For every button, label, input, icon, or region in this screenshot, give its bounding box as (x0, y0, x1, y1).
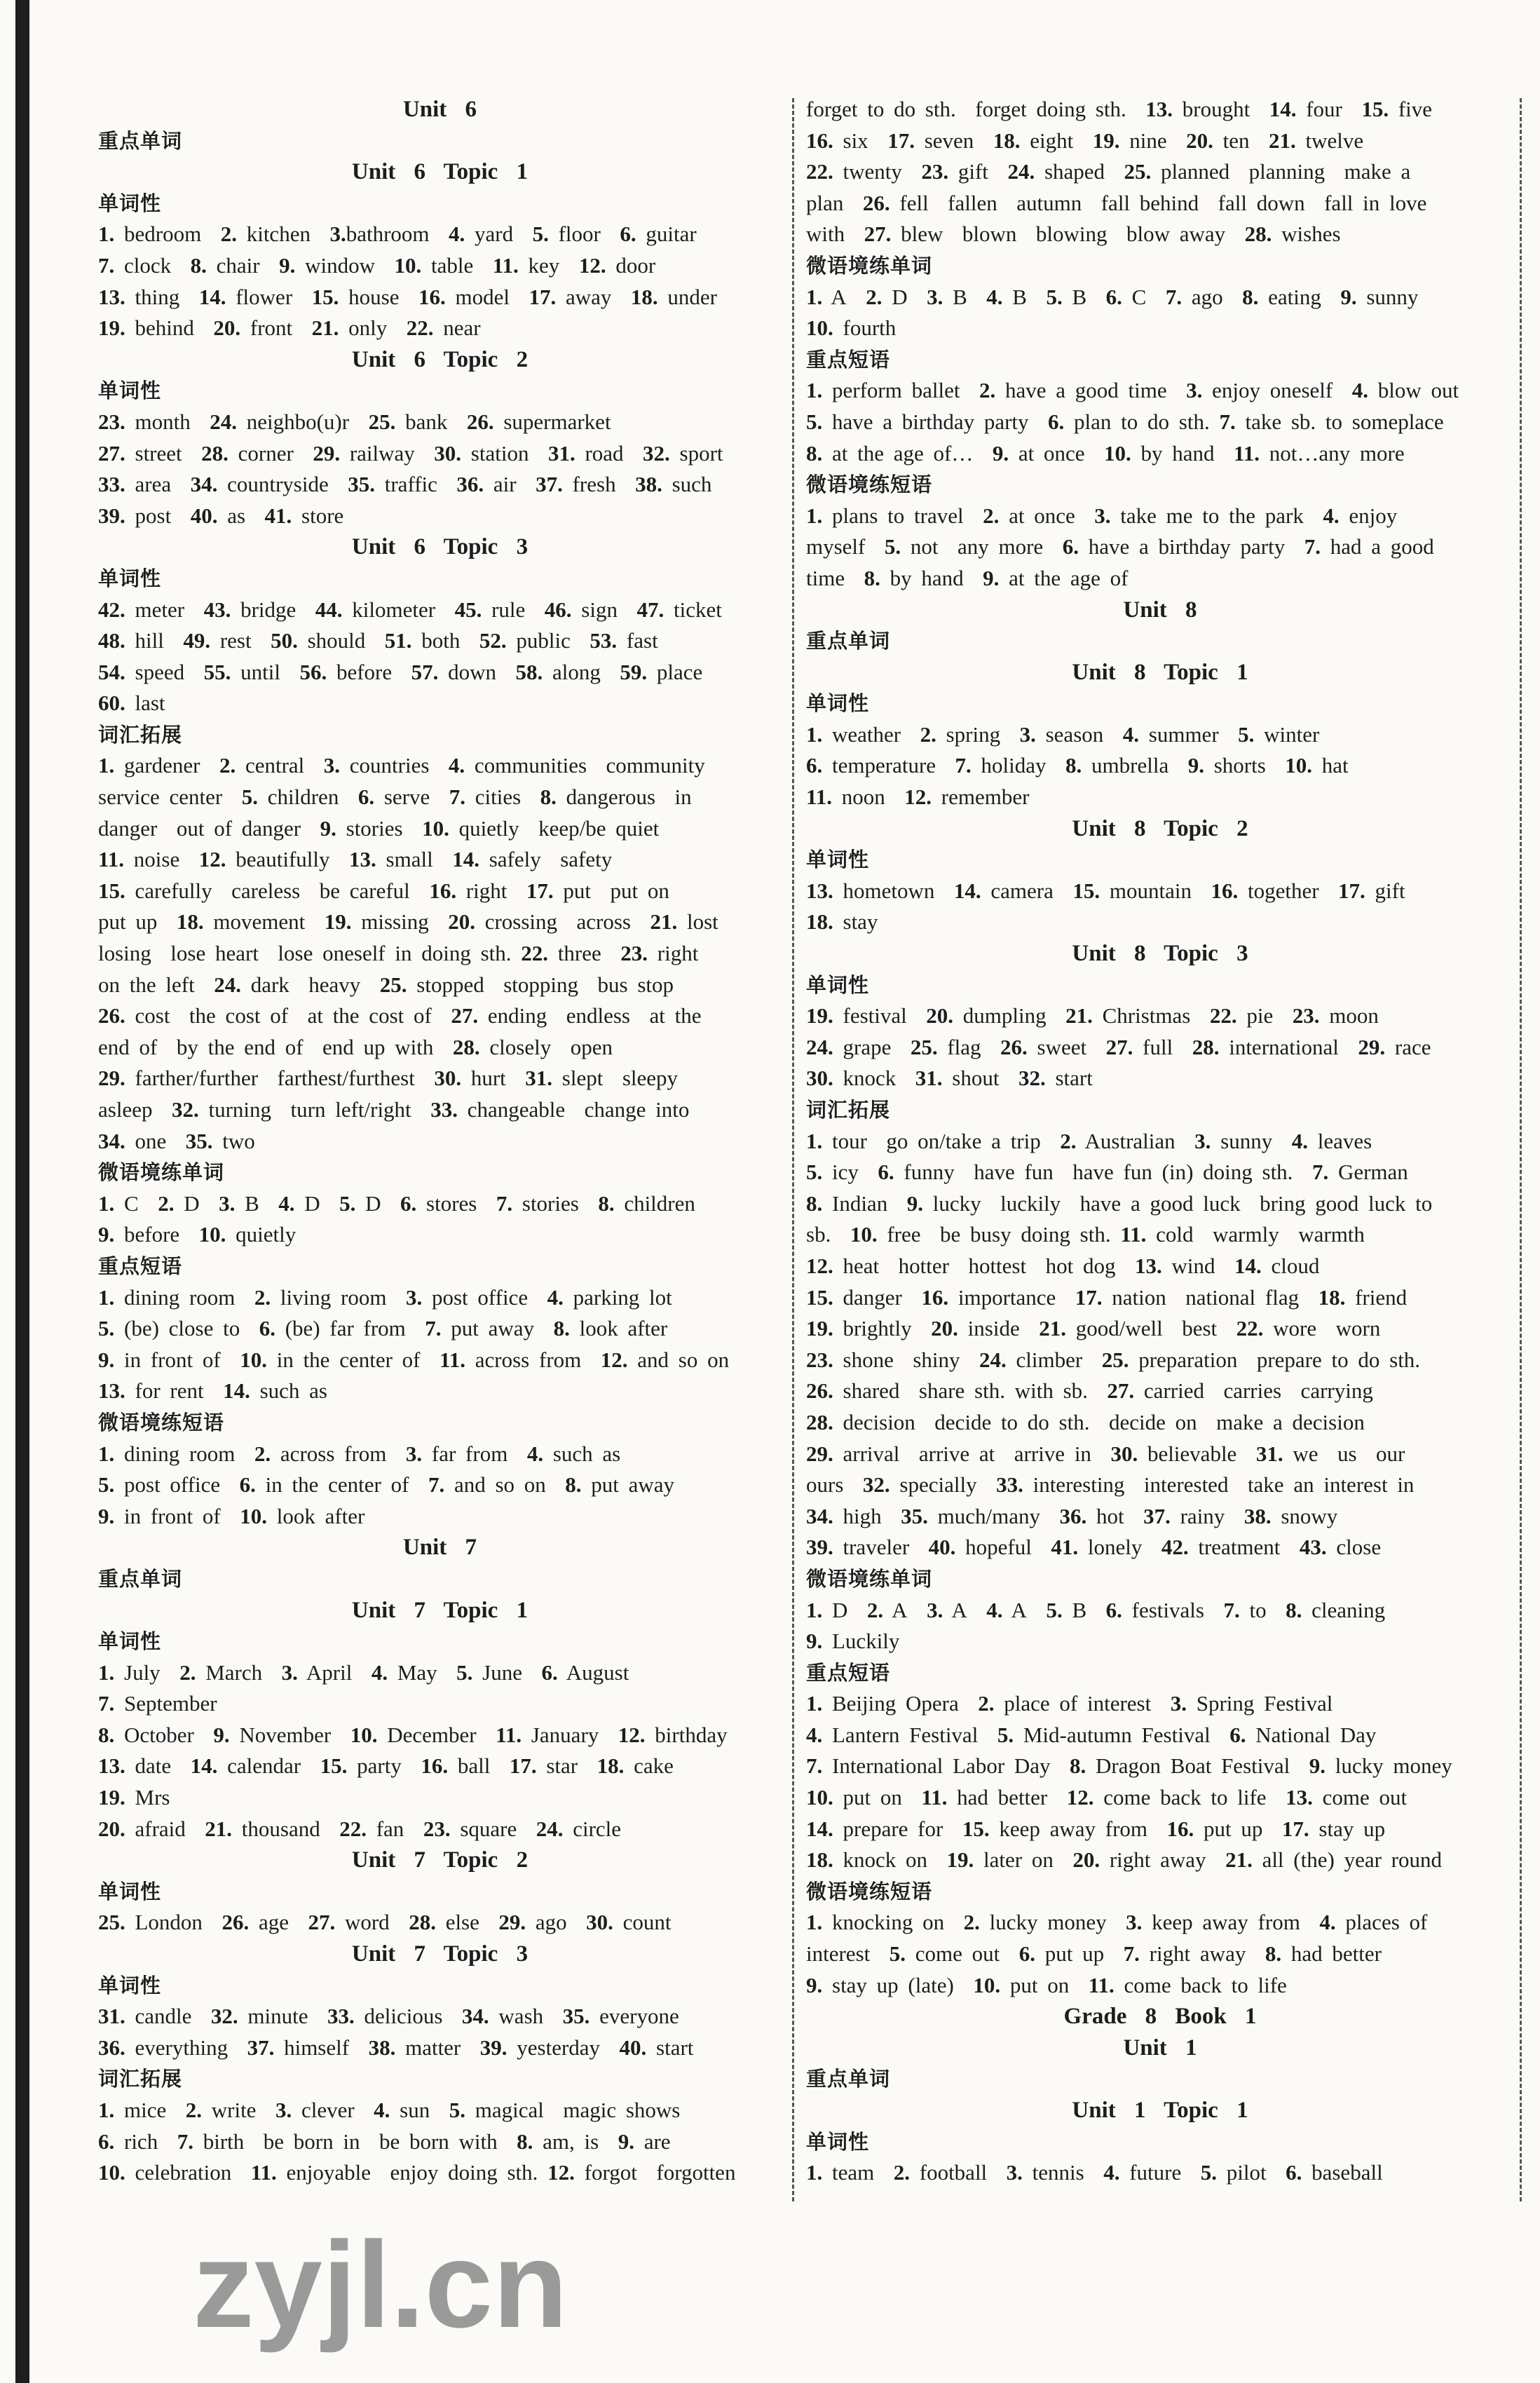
category-heading: 单词性 (98, 379, 162, 403)
answer-line: 1. gardener 2. central 3. countries 4. communities community (98, 753, 705, 778)
answer-line: 26. cost the cost of at the cost of 27. ending endless at the (98, 1003, 702, 1028)
answer-line: 19. brightly 20. inside 21. good/well best 22. wore worn (806, 1316, 1381, 1341)
answer-line: 19. behind 20. front 21. only 22. near (98, 315, 481, 341)
section-heading: Unit 6 Topic 1 (351, 159, 529, 185)
answer-column-left (98, 94, 782, 2189)
column-divider (792, 98, 794, 2201)
answer-line: 8. Indian 9. lucky luckily have a good luck bring good luck to (806, 1190, 1433, 1216)
answer-line: 9. Luckily (806, 1629, 900, 1654)
section-heading: Grade 8 Book 1 (1063, 2004, 1257, 2030)
category-heading: 单词性 (806, 848, 870, 872)
answer-line: 6. rich 7. birth be born in be born with 8. am, is 9. are (98, 2129, 671, 2154)
answer-line: 39. post 40. as 41. store (98, 503, 344, 528)
category-heading: 单词性 (98, 1629, 162, 1654)
answer-line: 11. noise 12. beautifully 13. small 14. safely safety (98, 847, 613, 872)
answer-line: 1. July 2. March 3. April 4. May 5. June 6. August (98, 1659, 629, 1685)
answer-line: 1. dining room 2. across from 3. far from 4. such as (98, 1441, 621, 1466)
answer-line: asleep 32. turning turn left/right 33. changeable change into (98, 1097, 690, 1122)
answer-line: ours 32. specially 33. interesting interested take an interest in (806, 1472, 1415, 1498)
category-heading: 重点单词 (98, 1566, 183, 1591)
answer-line: time 8. by hand 9. at the age of (806, 565, 1129, 590)
category-heading: 词汇拓展 (98, 722, 183, 747)
answer-line: 13. thing 14. flower 15. house 16. model 17. away 18. under (98, 284, 717, 309)
answer-line: 16. six 17. seven 18. eight 19. nine 20. ten 21. twelve (806, 128, 1364, 153)
answer-line: 9. in front of 10. look after (98, 1503, 365, 1528)
answer-line: 1. weather 2. spring 3. season 4. summer 5. winter (806, 721, 1320, 747)
answer-line: 1. mice 2. write 3. clever 4. sun 5. magical magic shows (98, 2098, 681, 2122)
category-heading: 词汇拓展 (98, 2067, 183, 2091)
answer-line: 19. festival 20. dumpling 21. Christmas 22. pie 23. moon (806, 1003, 1379, 1028)
answer-line: 11. noon 12. remember (806, 785, 1030, 810)
category-heading: 单词性 (98, 1973, 162, 1997)
answer-line: 28. decision decide to do sth. decide on make a decision (806, 1409, 1365, 1434)
category-heading: 单词性 (806, 691, 870, 716)
section-heading: Unit 1 Topic 1 (1072, 2098, 1248, 2123)
section-heading: Unit 7 Topic 1 (351, 1597, 529, 1623)
answer-line: 36. everything 37. himself 38. matter 39. yesterday 40. start (98, 2035, 694, 2060)
answer-line: 26. shared share sth. with sb. 27. carried carries carrying (806, 1378, 1373, 1404)
section-heading: Unit 6 Topic 2 (351, 346, 529, 372)
answer-line: 34. high 35. much/many 36. hot 37. rainy 38. snowy (806, 1503, 1338, 1528)
answer-line: plan 26. fell fallen autumn fall behind fall down fall in love (806, 190, 1427, 215)
answer-line: 5. icy 6. funny have fun have fun (in) doing sth. 7. German (806, 1160, 1408, 1185)
answer-line: 5. (be) close to 6. (be) far from 7. put away 8. look after (98, 1316, 668, 1341)
answer-line: 10. fourth (806, 315, 897, 341)
section-heading: Unit 8 Topic 2 (1072, 815, 1248, 841)
answer-line: 1. C 2. D 3. B 4. D 5. D 6. stores 7. stories 8. children (98, 1190, 695, 1216)
category-heading: 重点单词 (806, 629, 891, 653)
answer-line: 1. knocking on 2. lucky money 3. keep away from 4. places of (806, 1910, 1428, 1935)
category-heading: 单词性 (806, 2129, 870, 2154)
answer-line: 10. put on 11. had better 12. come back to life 13. come out (806, 1785, 1408, 1810)
answer-line: 8. October 9. November 10. December 11. January 12. birthday (98, 1722, 728, 1747)
answer-line: 6. temperature 7. holiday 8. umbrella 9. shorts 10. hat (806, 753, 1349, 778)
section-heading: Unit 7 Topic 2 (351, 1847, 529, 1873)
answer-line: 12. heat hotter hottest hot dog 13. wind 14. cloud (806, 1253, 1320, 1278)
answer-line: 42. meter 43. bridge 44. kilometer 45. rule 46. sign 47. ticket (98, 597, 722, 622)
answer-line: 1. plans to travel 2. at once 3. take me to the park 4. enjoy (806, 503, 1398, 528)
answer-line: end of by the end of end up with 28. closely open (98, 1034, 613, 1059)
answer-line: 19. Mrs (98, 1785, 170, 1810)
answer-line: 31. candle 32. minute 33. delicious 34. wash 35. everyone (98, 2004, 679, 2029)
answer-line: 4. Lantern Festival 5. Mid-autumn Festival 6. National Day (806, 1722, 1377, 1747)
answer-column-right (806, 94, 1514, 2189)
answer-line: 10. celebration 11. enjoyable enjoy doing sth. 12. forgot forgotten (98, 2160, 736, 2185)
answer-line: interest 5. come out 6. put up 7. right away 8. had better (806, 1941, 1382, 1967)
answer-line: 7. September (98, 1691, 217, 1716)
category-heading: 重点单词 (98, 128, 183, 153)
answer-line: 13. date 14. calendar 15. party 16. ball 17. star 18. cake (98, 1753, 674, 1779)
answer-line: 9. in front of 10. in the center of 11. across from 12. and so on (98, 1347, 730, 1372)
answer-line: 54. speed 55. until 56. before 57. down 58. along 59. place (98, 659, 703, 684)
column-divider-right (1520, 98, 1522, 2201)
section-heading: Unit 6 Topic 3 (351, 534, 529, 560)
answer-line: with 27. blew blown blowing blow away 28. wishes (806, 222, 1341, 247)
answer-line: 1. team 2. football 3. tennis 4. future 5. pilot 6. baseball (806, 2160, 1383, 2185)
answer-line: 1. tour go on/take a trip 2. Australian 3. sunny 4. leaves (806, 1128, 1372, 1153)
category-heading: 重点短语 (806, 347, 891, 372)
answer-line: 13. hometown 14. camera 15. mountain 16. together 17. gift (806, 878, 1405, 903)
answer-line: sb. 10. free be busy doing sth. 11. cold warmly warmth (806, 1222, 1365, 1247)
answer-line: put up 18. movement 19. missing 20. crossing across 21. lost (98, 909, 718, 935)
category-heading: 单词性 (98, 1879, 162, 1903)
answer-line: 18. knock on 19. later on 20. right away 21. all (the) year round (806, 1847, 1442, 1873)
category-heading: 微语境练单词 (98, 1160, 225, 1185)
answer-line: 1. dining room 2. living room 3. post office 4. parking lot (98, 1284, 672, 1310)
answer-line: 34. one 35. two (98, 1128, 255, 1153)
answer-line: 29. arrival arrive at arrive in 30. believable 31. we us our (806, 1441, 1405, 1466)
category-heading: 单词性 (806, 972, 870, 997)
answer-line: service center 5. children 6. serve 7. cities 8. dangerous in (98, 785, 692, 810)
category-heading: 词汇拓展 (806, 1098, 891, 1122)
answer-line: danger out of danger 9. stories 10. quietly keep/be quiet (98, 815, 660, 841)
category-heading: 重点短语 (806, 1660, 891, 1685)
category-heading: 微语境练短语 (806, 1879, 933, 1903)
answer-line: 1. perform ballet 2. have a good time 3. enjoy oneself 4. blow out (806, 378, 1459, 403)
section-heading: Unit 8 Topic 3 (1072, 941, 1248, 967)
answer-line: 1. bedroom 2. kitchen 3.bathroom 4. yard 5. floor 6. guitar (98, 222, 697, 247)
answer-line: 18. stay (806, 909, 878, 935)
section-heading: Unit 1 (1123, 2035, 1197, 2060)
section-heading: Unit 8 Topic 1 (1072, 659, 1248, 685)
watermark: zyjl.cn (193, 2217, 568, 2354)
answer-line: 60. last (98, 691, 165, 716)
answer-line: 7. International Labor Day 8. Dragon Boat Festival 9. lucky money (806, 1753, 1452, 1779)
answer-line: 24. grape 25. flag 26. sweet 27. full 28. international 29. race (806, 1034, 1431, 1059)
answer-line: 27. street 28. corner 29. railway 30. station 31. road 32. sport (98, 440, 723, 466)
answer-line: 39. traveler 40. hopeful 41. lonely 42. treatment 43. close (806, 1535, 1382, 1560)
answer-line: 15. carefully careless be careful 16. right 17. put put on (98, 878, 669, 903)
answer-line: 1. A 2. D 3. B 4. B 5. B 6. C 7. ago 8. eating 9. sunny (806, 284, 1419, 309)
section-heading: Unit 7 (402, 1535, 477, 1561)
answer-line: 33. area 34. countryside 35. traffic 36. air 37. fresh 38. such (98, 472, 712, 497)
answer-line: on the left 24. dark heavy 25. stopped stopping bus stop (98, 972, 674, 997)
answer-line: 20. afraid 21. thousand 22. fan 23. square 24. circle (98, 1816, 622, 1841)
section-heading: Unit 8 (1123, 597, 1197, 623)
category-heading: 微语境练单词 (806, 253, 933, 278)
answer-line: losing lose heart lose oneself in doing sth. 22. three 23. right (98, 941, 699, 966)
answer-line: 1. D 2. A 3. A 4. A 5. B 6. festivals 7. to 8. cleaning (806, 1597, 1386, 1622)
answer-line: 29. farther/further farthest/furthest 30. hurt 31. slept sleepy (98, 1066, 679, 1091)
category-heading: 单词性 (98, 566, 162, 590)
section-heading: Unit 7 Topic 3 (351, 1941, 529, 1967)
category-heading: 重点单词 (806, 2067, 891, 2091)
section-heading: Unit 6 (402, 97, 477, 122)
answer-line: myself 5. not any more 6. have a birthday party 7. had a good (806, 534, 1434, 559)
answer-line: 23. shone shiny 24. climber 25. preparation prepare to do sth. (806, 1347, 1421, 1372)
category-heading: 单词性 (98, 191, 162, 215)
answer-line: 13. for rent 14. such as (98, 1378, 327, 1404)
answer-line: 5. have a birthday party 6. plan to do sth. 7. take sb. to someplace (806, 409, 1444, 434)
scan-edge (15, 0, 29, 2383)
category-heading: 微语境练单词 (806, 1566, 933, 1591)
answer-line: 14. prepare for 15. keep away from 16. put up 17. stay up (806, 1816, 1386, 1841)
answer-line: 22. twenty 23. gift 24. shaped 25. planned planning make a (806, 159, 1411, 184)
answer-line: 5. post office 6. in the center of 7. and so on 8. put away (98, 1472, 675, 1498)
answer-line: 7. clock 8. chair 9. window 10. table 11. key 12. door (98, 252, 656, 278)
category-heading: 重点短语 (98, 1254, 183, 1278)
answer-line: 48. hill 49. rest 50. should 51. both 52. public 53. fast (98, 628, 658, 653)
answer-line: 1. Beijing Opera 2. place of interest 3. Spring Festival (806, 1691, 1333, 1716)
answer-line: 9. before 10. quietly (98, 1222, 297, 1247)
category-heading: 微语境练短语 (806, 473, 933, 497)
answer-line: 9. stay up (late) 10. put on 11. come back to life (806, 1972, 1287, 1997)
answer-line: 30. knock 31. shout 32. start (806, 1066, 1093, 1091)
answer-line: forget to do sth. forget doing sth. 13. brought 14. four 15. five (806, 97, 1433, 121)
answer-line: 8. at the age of… 9. at once 10. by hand 11. not…any more (806, 440, 1405, 466)
category-heading: 微语境练短语 (98, 1410, 225, 1434)
answer-line: 23. month 24. neighbo(u)r 25. bank 26. supermarket (98, 409, 611, 434)
answer-line: 15. danger 16. importance 17. nation national flag 18. friend (806, 1284, 1408, 1310)
answer-line: 25. London 26. age 27. word 28. else 29. ago 30. count (98, 1910, 672, 1935)
